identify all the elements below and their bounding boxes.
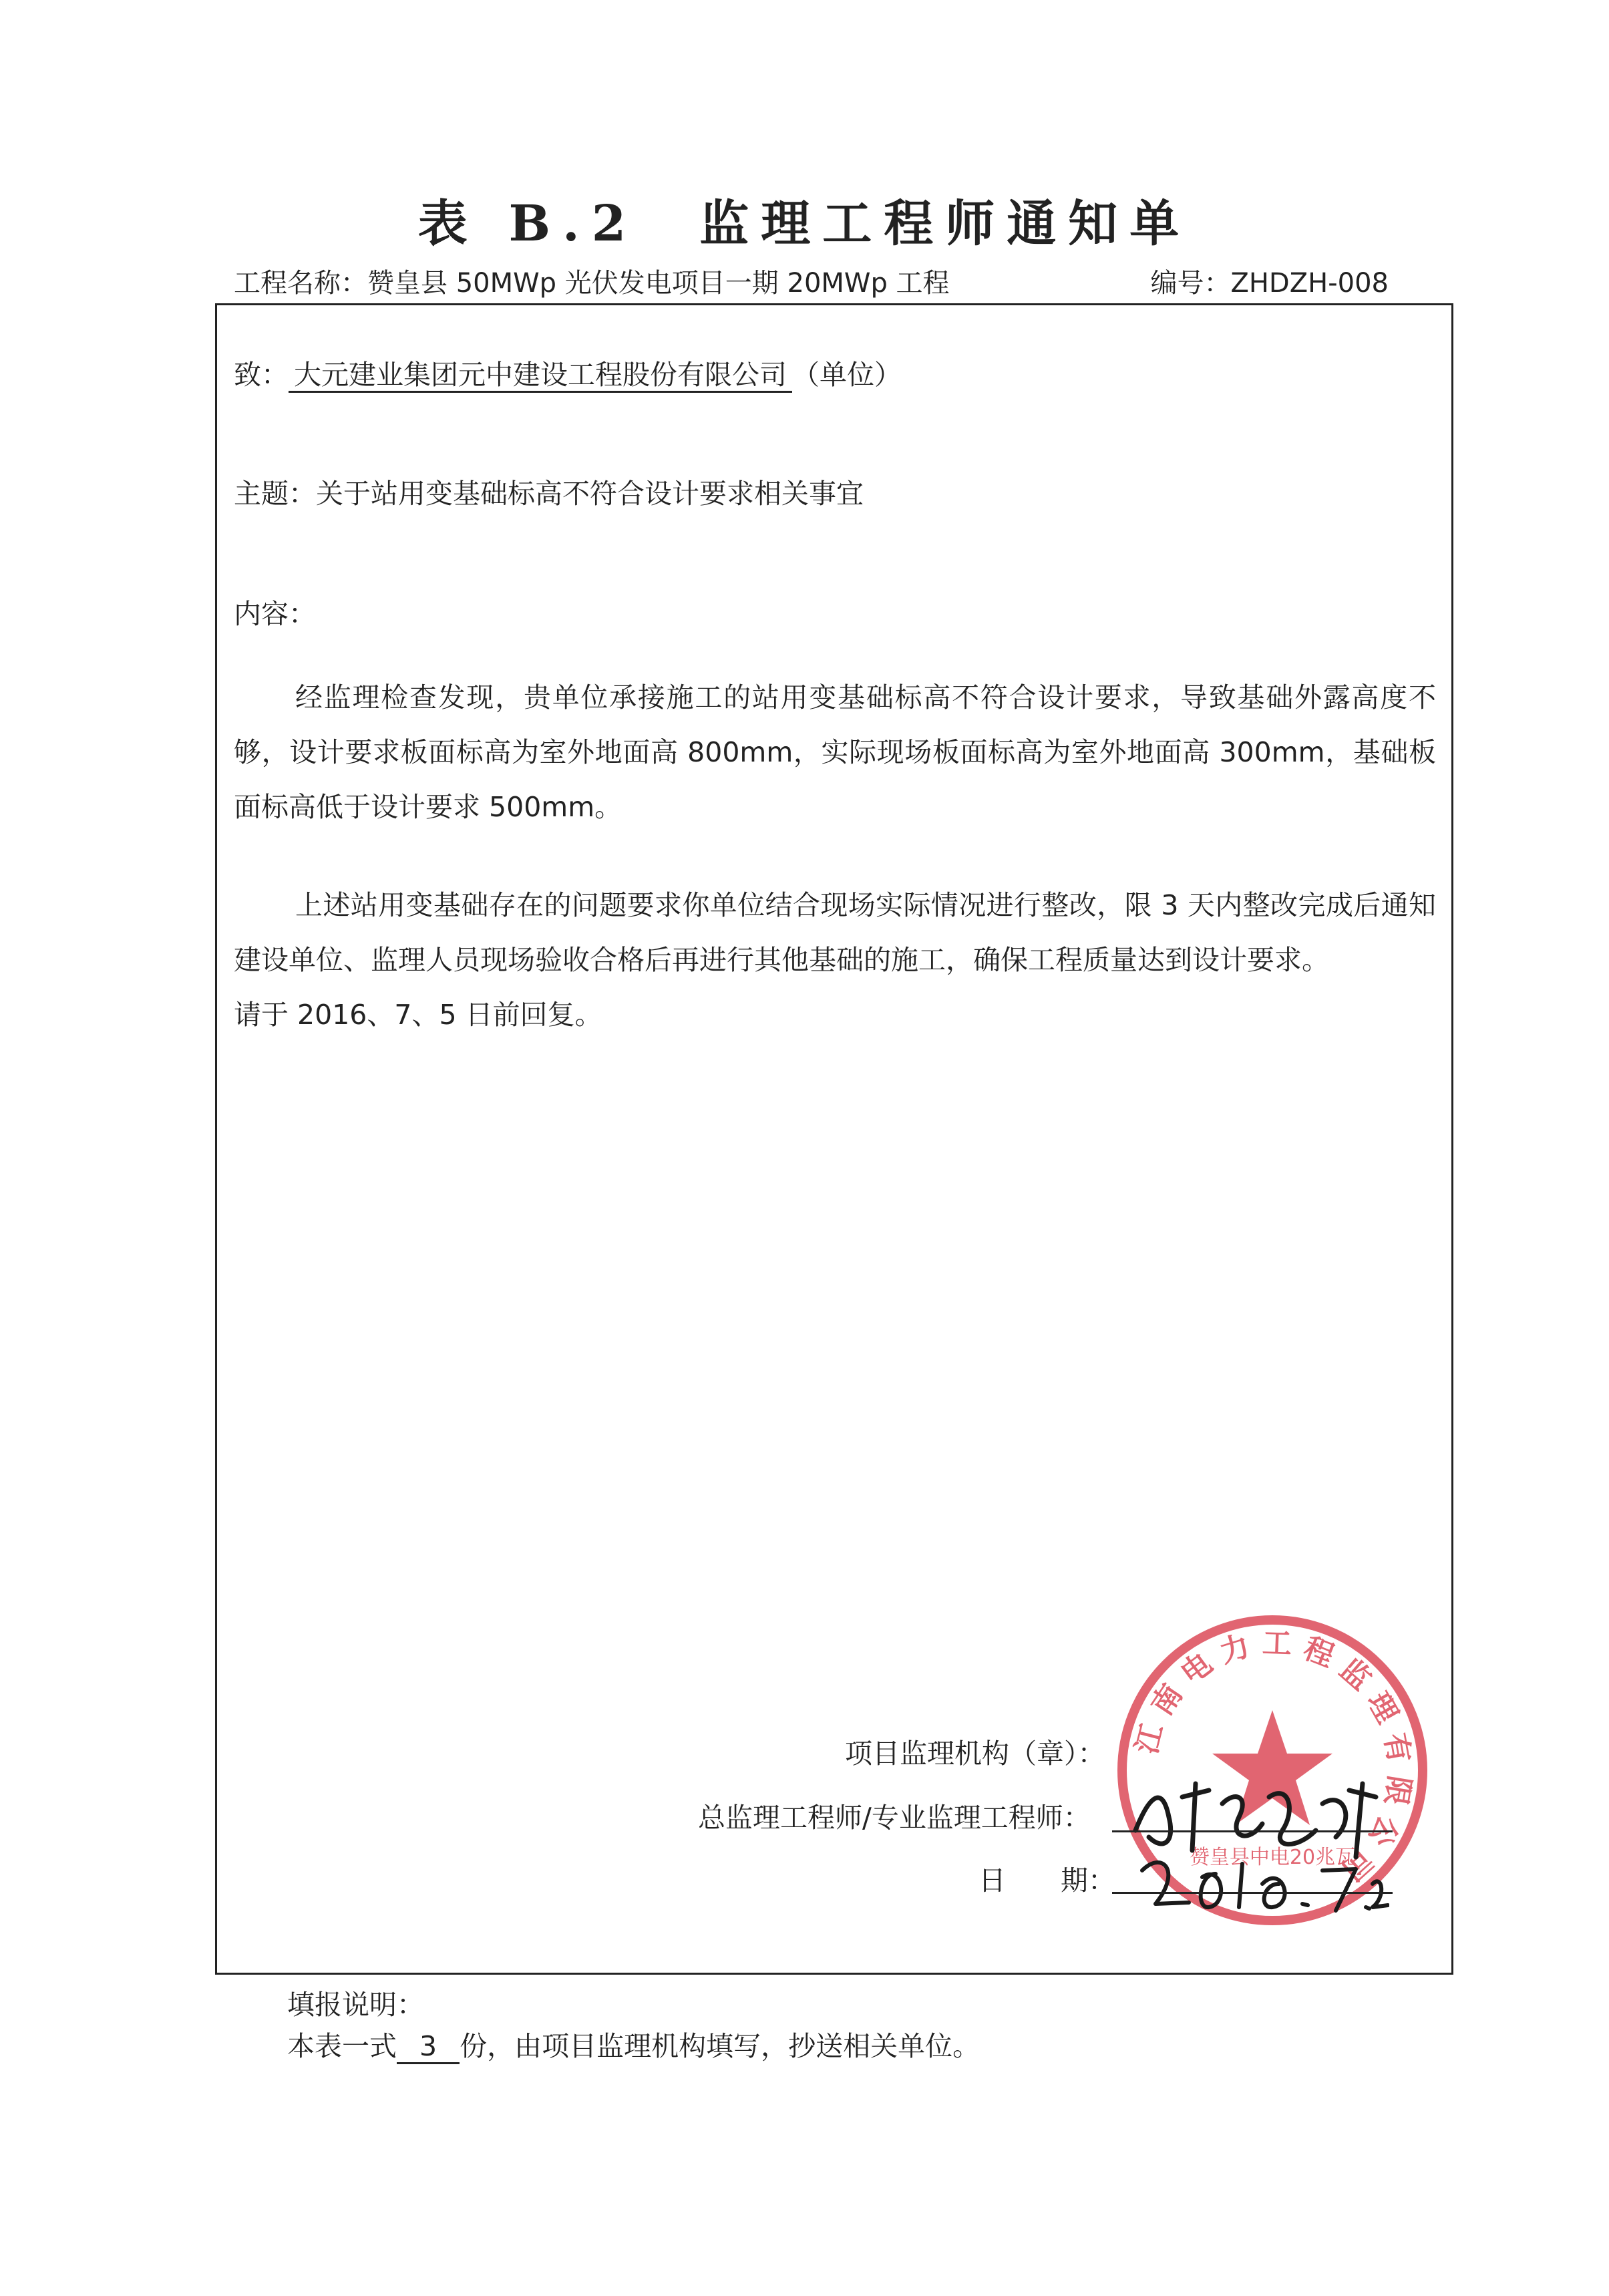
document-code: 编号：ZHDZH-008 (1150, 268, 1389, 299)
notes-suffix: 份，由项目监理机构填写，抄送相关单位。 (460, 2030, 980, 2062)
notes-copies: 3 (397, 2030, 460, 2064)
subject-label: 主题： (234, 478, 316, 510)
notes-prefix: 本表一式 (287, 2030, 397, 2062)
svg-text:赞皇县中电20兆瓦: 赞皇县中电20兆瓦 (1189, 1846, 1356, 1869)
supervision-org-label: 项目监理机构（章）： (845, 1738, 1105, 1770)
recipient-suffix: （单位） (792, 359, 902, 391)
content-paragraph-1-text: 经监理检查发现，贵单位承接施工的站用变基础标高不符合设计要求，导致基础外露高度不够，设计要求板面标高为室外地面高 800mm，实际现场板面标高为室外地面高 300mm，基础板面标高低于设计要求 500mm。 (234, 681, 1436, 823)
project-name: 工程名称：赞皇县 50MWp 光伏发电项目一期 20MWp 工程 (234, 268, 950, 299)
recipient-row (234, 353, 902, 392)
subject-text: 关于站用变基础标高不符合设计要求相关事宜 (316, 478, 864, 510)
engineer-signature-line (1112, 1830, 1393, 1832)
notes-text (287, 2024, 980, 2064)
recipient-company: 大元建业集团元中建设工程股份有限公司 (289, 359, 792, 393)
content-paragraph-2-text: 上述站用变基础存在的问题要求你单位结合现场实际情况进行整改，限 3 天内整改完成后通知建设单位、监理人员现场验收合格后再进行其他基础的施工，确保工程质量达到设计要求。 (234, 889, 1436, 976)
date-line (1112, 1892, 1393, 1894)
content-paragraph-2 (234, 878, 1436, 1042)
content-paragraph-1 (234, 670, 1436, 834)
svg-text:江 南 电 力 工 程 监 理 有 限 公 司: 江 南 电 力 工 程 监 理 有 限 公 司 (1129, 1626, 1417, 1887)
document-title: 表 B.2 监理工程师通知单 (417, 195, 1192, 253)
engineer-label: 总监理工程师/专业监理工程师： (698, 1802, 1091, 1834)
subject-row (234, 472, 864, 511)
date-label: 日 期： (978, 1864, 1115, 1897)
recipient-label: 致： (234, 359, 289, 391)
handwritten-date (1135, 1844, 1389, 1924)
content-label: 内容： (234, 598, 316, 630)
notes-title: 填报说明： (287, 1989, 424, 2021)
content-paragraph-3-text: 请于 2016、7、5 日前回复。 (234, 999, 602, 1031)
